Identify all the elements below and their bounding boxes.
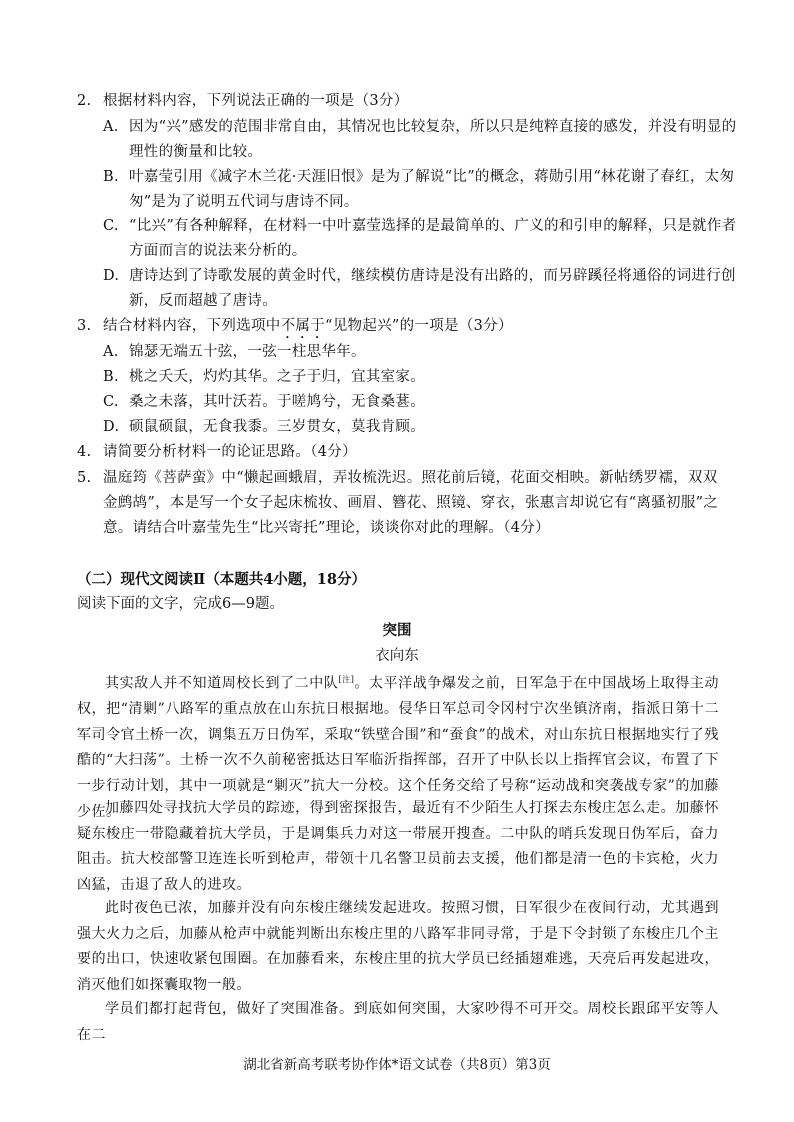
option-label: C. [103, 218, 119, 234]
question-number: 5. [77, 470, 92, 486]
section-instruction: 阅读下面的文字，完成6—9题。 [77, 596, 284, 612]
option-label: D. [103, 268, 120, 284]
option-label: A. [103, 344, 119, 360]
question-3-option-a [103, 340, 751, 365]
question-2-option-d [103, 264, 751, 314]
article-author: 衣向东 [375, 648, 419, 664]
option-text: 硕鼠硕鼠，无食我黍。三岁贯女，莫我肯顾。 [129, 419, 425, 435]
question-2-option-a [103, 115, 751, 165]
option-label: B. [103, 169, 119, 185]
question-text: 根据材料内容，下列说法正确的一项是（3分） [103, 93, 409, 109]
paragraph-text: 加藤四处寻找抗大学员的踪迹，得到密探报告，最近有不少陌生人打探去东梭庄怎么走。加藤怀疑东梭庄一带隐藏着抗大学员，于是调集兵力对这一带展开搜查。二中队的哨兵发现日伪军后，奋力阻击。抗大校部警卫连连长听到枪声，带领十几名警卫员前去支援，他们都是清一色的卡宾枪，火力凶猛，击退了敌人的进攻。 [77, 800, 719, 893]
question-text: 温庭筠《菩萨蛮》中“懒起画蛾眉，弄妆梳洗迟。照花前后镜，花面交相映。新帖绣罗襦，双双金鹧鸪”，本是写一个女子起床梳妆、画眉、簪花、照镜、穿衣，张惠言却说它有“离骚初服”之意。请结合叶嘉莹先生“比兴寄托”理论，谈谈你对此的理解。（4分） [103, 470, 719, 536]
question-text-emphasis: 不属于 [280, 318, 326, 334]
page-footer: 湖北省新高考联考协作体*语文试卷（共8页）第3页 [243, 1057, 551, 1073]
question-text: 请简要分析材料一的论证思路。（4分） [103, 444, 357, 460]
question-4-stem [77, 440, 727, 465]
option-label: D. [103, 419, 120, 435]
option-text: 锦瑟无端五十弦，一弦一柱思华年。 [129, 344, 366, 360]
article-paragraph-2 [77, 796, 719, 898]
article-paragraph-3 [77, 896, 719, 998]
question-2-option-b [103, 165, 751, 215]
question-2-stem [77, 89, 727, 114]
option-text: 叶嘉莹引用《减字木兰花·天涯旧恨》是为了解说“比”的概念，蒋勋引用“林花谢了春红，太匆匆”是为了说明五代词与唐诗不同。 [129, 169, 735, 210]
option-label: C. [103, 394, 119, 410]
section-title: （二）现代文阅读Ⅱ（本题共4小题，18分） [77, 571, 366, 588]
paragraph-text: 此时夜色已浓，加藤并没有向东梭庄继续发起进攻。按照习惯，日军很少在夜间行动，尤其遇到强大火力之后，加藤从枪声中就能判断出东梭庄里的八路军非同寻常，于是下令封锁了东梭庄几个主要的出口，快速收紧包围圈。在加藤看来，东梭庄里的抗大学员已经插翅难逃，天亮后再发起进攻，消灭他们如探囊取物一般。 [77, 900, 719, 993]
question-3-option-c [103, 390, 751, 415]
article-title: 突围 [382, 622, 412, 639]
option-text: 唐诗达到了诗歌发展的黄金时代，继续模仿唐诗是没有出路的，而另辟蹊径将通俗的词进行创新，反而超越了唐诗。 [129, 268, 736, 309]
option-text: “比兴”有各种解释，在材料一中叶嘉莹选择的是最简单的、广义的和引申的解释，只是就作者方面而言的说法来分析的。 [129, 218, 737, 259]
question-number: 2. [77, 93, 92, 109]
option-label: A. [103, 119, 119, 135]
question-number: 3. [77, 318, 92, 334]
question-number: 4. [77, 444, 92, 460]
paragraph-text: 。太平洋战争爆发之前，日军急于在中国战场上取得主动权，把“清剿”八路军的重点放在山东抗日根据地。侵华日军总司令冈村宁次坐镇济南，指派日第十二军司令官土桥一次，调集五万日伪军，采取“铁壁合围”和“蚕食”的战术，对山东抗日根据地实行了残酷的“大扫荡”。土桥一次不久前秘密抵达日军临沂指挥部，召开了中队长以上指挥官会议，布置了下一步行动计划，其中一项就是“剿灭”抗大一分校。这个任务交给了号称“运动战和突袭战专家”的加藤少佐。 [77, 675, 720, 820]
question-3-option-d [103, 415, 751, 440]
option-text: 桃之夭夭，灼灼其华。之子于归，宜其室家。 [129, 369, 425, 385]
footnote-marker: [注] [338, 675, 355, 684]
paragraph-text: 学员们都打起背包，做好了突围准备。到底如何突围，大家吵得不可开交。周校长跟邱平安等人在二 [77, 1001, 719, 1043]
question-3-stem [77, 314, 727, 342]
question-5-stem [77, 466, 727, 541]
question-3-option-b [103, 365, 751, 390]
option-text: 因为“兴”感发的范围非常自由，其情况也比较复杂，所以只是纯粹直接的感发，并没有明显的理性的衡量和比较。 [129, 119, 737, 160]
paragraph-text: 其实敌人并不知道周校长到了二中队 [105, 675, 339, 692]
option-text: 桑之未落，其叶沃若。于嗟鸠兮，无食桑葚。 [129, 394, 425, 410]
article-paragraph-4 [77, 997, 719, 1048]
option-label: B. [103, 369, 119, 385]
question-2-option-c [103, 214, 751, 264]
question-text-before: 结合材料内容，下列选项中 [103, 318, 281, 334]
question-text-after: “见物起兴”的一项是（3分） [325, 318, 513, 334]
